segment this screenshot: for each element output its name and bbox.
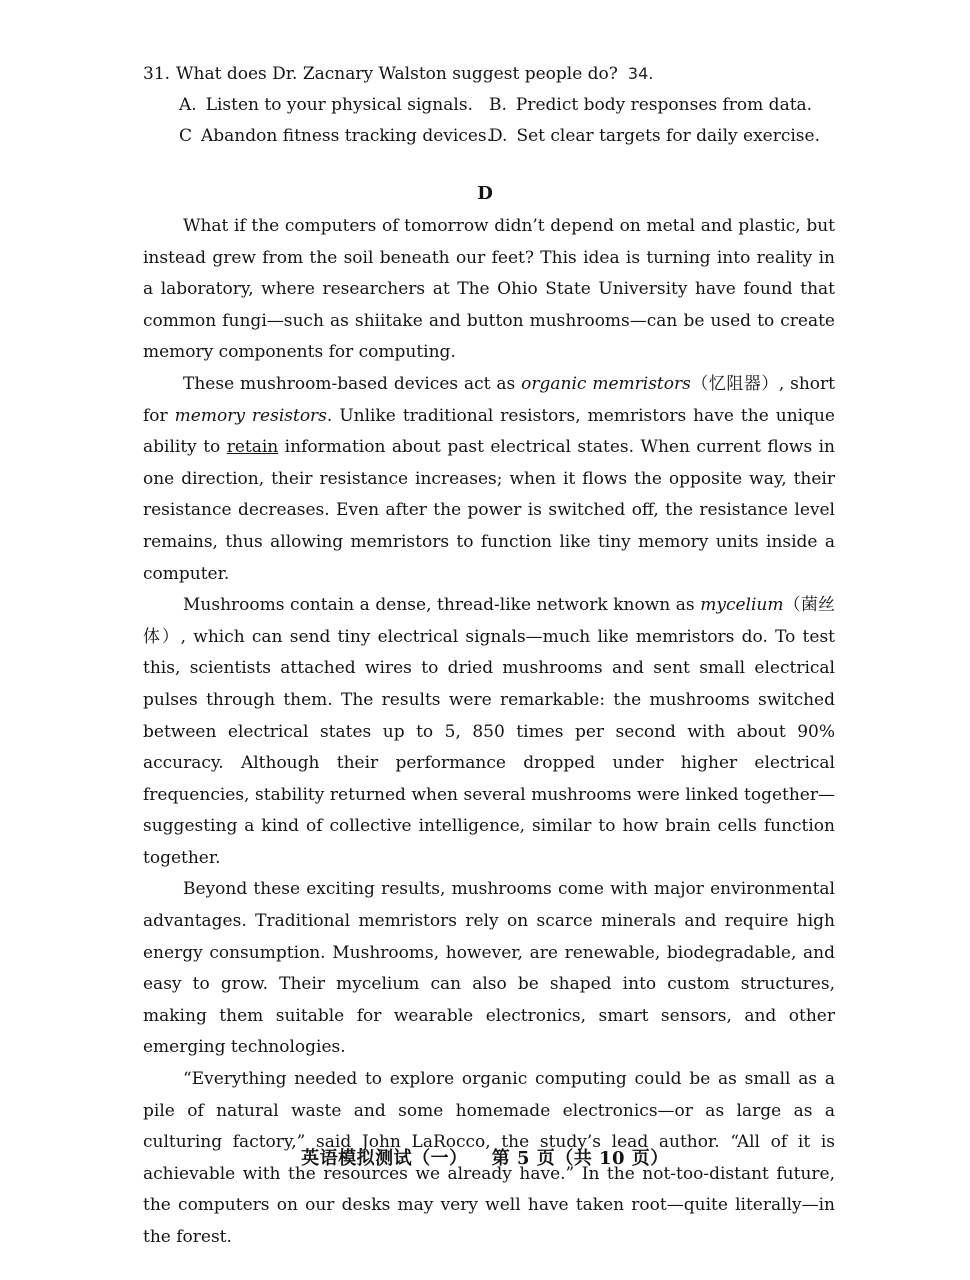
footer-exam-title: 英语模拟测试（一） [301,1148,468,1169]
p2-text-c: . Unlike traditional resistors, memristors have the unique ability to [143,405,835,458]
passage-d [143,211,835,1254]
option-c-letter: C [179,126,193,146]
option-b-text: Predict body responses from data. [515,95,813,115]
p2-text-a: These mushroom-based devices act as [183,373,522,394]
option-a-letter: A. [179,95,197,115]
options-row-2 [143,121,843,152]
paragraph-2 [143,369,835,590]
term-memory-resistors: memory resistors [174,405,327,426]
footer-page-number: 第 5 页（共 10 页） [491,1148,669,1169]
underlined-word-retain: retain [226,437,279,458]
section-title: D [477,183,493,204]
option-c-text: Abandon fitness tracking devices. [201,126,493,146]
option-d-text: Set clear targets for daily exercise. [516,126,820,146]
paragraph-4: Beyond these exciting results, mushrooms come with major environmental advantages. Traditional memristors rely on scarce minerals and require high energy consumption. Mushrooms, however, are renewable, biodegradable, and easy to grow. Their mycelium can also be shaped into custom structures, making them suitable for wearable electronics, smart sensors, and other emerging technologies. [143,879,835,1058]
option-a [179,90,489,121]
handwritten-mark: 34. [627,64,654,83]
paragraph-1: What if the computers of tomorrow didn’t depend on metal and plastic, but instead grew from the soil beneath our feet? This idea is turning into reality in a laboratory, where researchers at The Ohio State University have found that common fungi—such as shiitake and button mushrooms—can be used to create memory components for computing. [143,216,835,363]
question-number: 31. [143,64,171,84]
question-stem [143,58,843,90]
paragraph-5: “Everything needed to explore organic computing could be as small as a pile of natural waste and some homemade electronics—or as large as a culturing factory,” said John LaRocco, the study’s lead author. “All of it is achievable with the resources we already have.” In the not-too-distant future, the computers on our desks may very well have taken root—quite literally—in the forest. [143,1069,835,1247]
question-31 [143,58,843,152]
p3-text-b: （菌丝体）, which can send tiny electrical signals—much like memristors do. To test this, scientists attached wires to dried mushrooms and sent small electrical pulses through them. The results were remarkable: the mushrooms switched between electrical states up to 5, 850 times per second with about 90% accuracy. Although their performance dropped under higher electrical frequencies, stability returned when several mushrooms were linked together—suggesting a kind of collective intelligence, similar to how brain cells function together. [143,595,836,868]
option-a-text: Listen to your physical signals. [205,95,473,115]
p3-text-a: Mushrooms contain a dense, thread-like network known as [183,595,701,616]
option-c [179,121,493,152]
question-text: What does Dr. Zacnary Walston suggest people do? [176,64,618,84]
option-d-letter: D. [489,126,508,146]
option-b-letter: B. [489,95,507,115]
p2-text-d: information about past electrical states. When current flows in one direction, their resistance increases; when it flows the opposite way, their resistance decreases. Even after the power is switched off, the resistance level remains, thus allowing memristors to function like tiny memory units inside a computer. [143,437,836,584]
options-row-1 [143,90,843,121]
term-organic-memristors: organic memristors [521,373,691,394]
page-footer [0,1144,970,1174]
option-d [489,121,820,152]
p2-text-b: （忆阻器）, short for [143,373,835,426]
term-mycelium: mycelium [700,595,784,616]
paragraph-3 [143,590,835,874]
option-b [489,90,812,121]
